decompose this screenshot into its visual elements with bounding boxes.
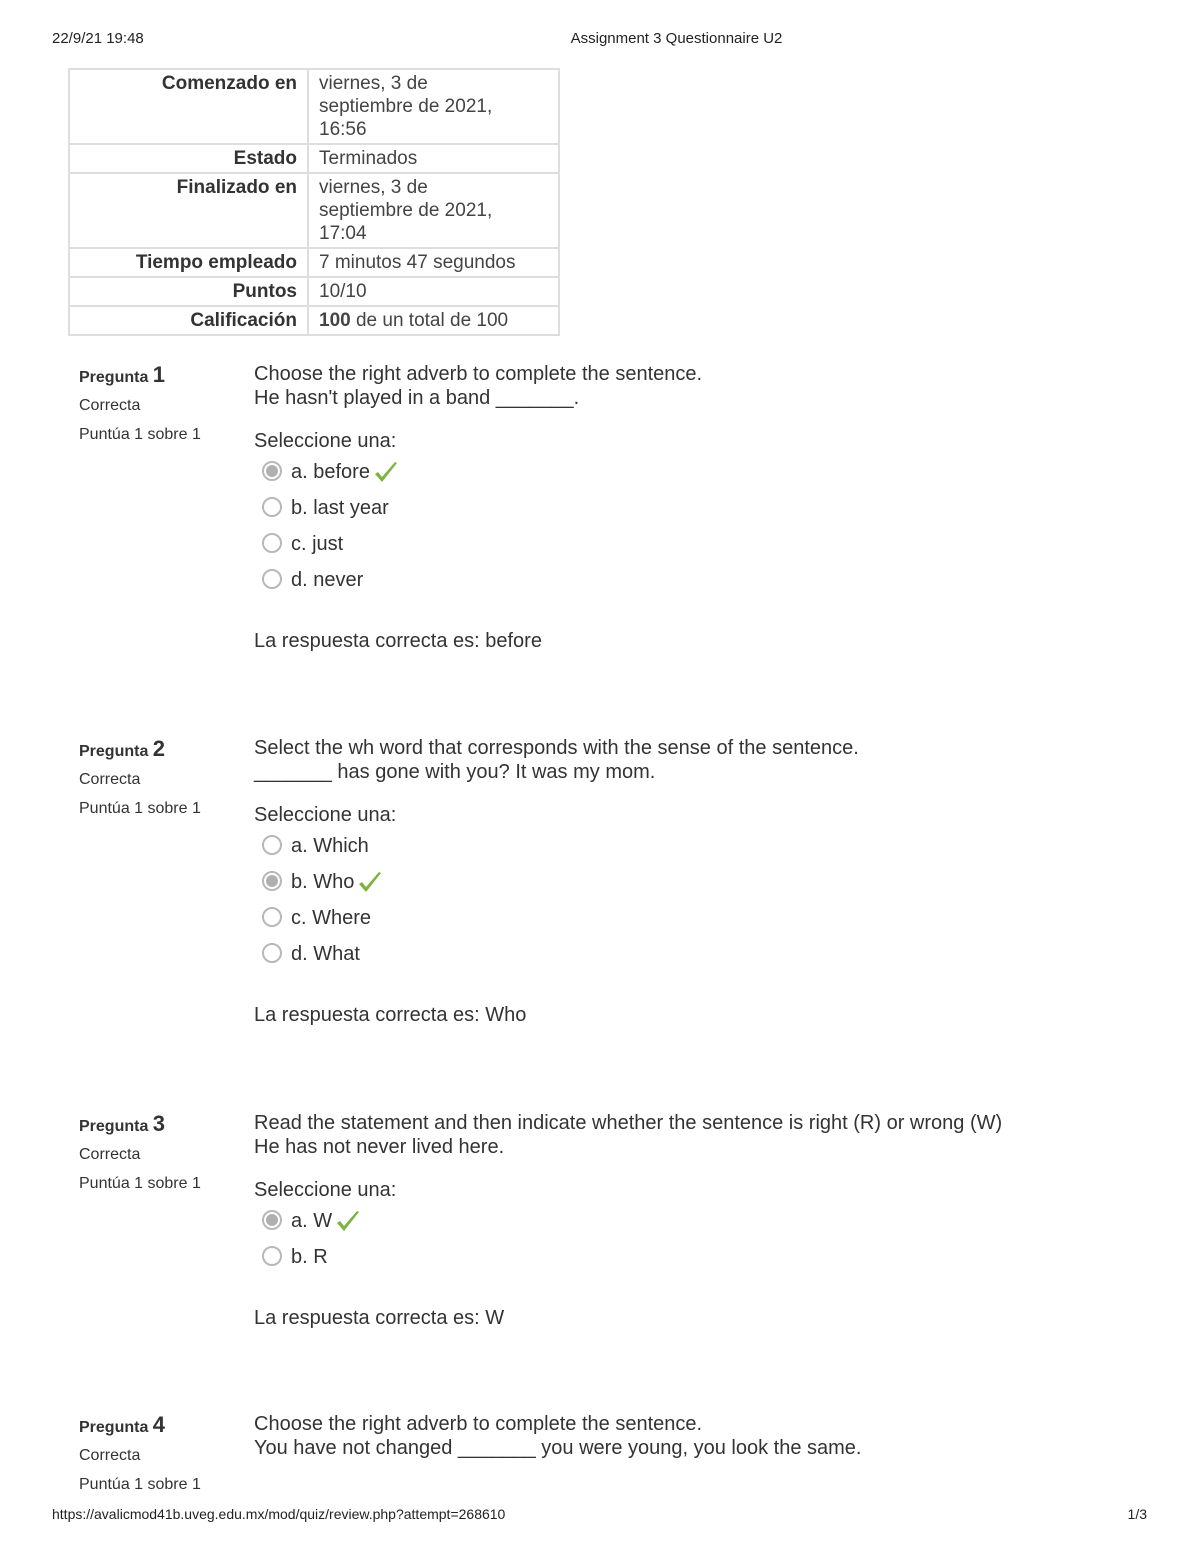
- question-state: Correcta: [79, 771, 141, 788]
- question-grade: Puntúa 1 sobre 1: [79, 1476, 201, 1493]
- question-text-line: Choose the right adverb to complete the sentence.: [254, 1413, 703, 1435]
- answer-label: a. before: [291, 461, 370, 483]
- answer-option[interactable]: [254, 867, 1154, 903]
- summary-value: [309, 145, 558, 174]
- question-number: 2: [152, 736, 166, 761]
- answer-options: [254, 831, 1154, 975]
- print-title: Assignment 3 Questionnaire U2: [570, 30, 783, 47]
- correct-answer-feedback: La respuesta correcta es: before: [254, 630, 542, 652]
- answer-option[interactable]: [254, 939, 1154, 975]
- answer-option[interactable]: [254, 1242, 1154, 1278]
- question-info: [79, 1111, 229, 1193]
- answer-option[interactable]: [254, 457, 1154, 493]
- question-info: [79, 362, 229, 444]
- summary-value-line: 16:56: [319, 119, 367, 140]
- question-label: Pregunta: [79, 369, 149, 386]
- answer-radio[interactable]: [262, 907, 282, 927]
- question-text-line: He has not never lived here.: [254, 1136, 505, 1158]
- summary-value-line: viernes, 3 de: [319, 73, 428, 94]
- question-state: Correcta: [79, 1447, 141, 1464]
- question-text-line: _______ has gone with you? It was my mom.: [254, 761, 656, 783]
- answer-radio[interactable]: [262, 1210, 282, 1230]
- answer-prompt: Seleccione una:: [254, 430, 397, 452]
- question-text-line: He hasn't played in a band _______.: [254, 387, 580, 409]
- answer-label: a. Which: [291, 835, 369, 857]
- question-content: [254, 362, 1154, 653]
- summary-label: Finalizado en: [70, 174, 309, 249]
- summary-label: Comenzado en: [70, 70, 309, 145]
- answer-radio[interactable]: [262, 1246, 282, 1266]
- print-page-number: 1/3: [1127, 1506, 1147, 1522]
- answer-option[interactable]: [254, 529, 1154, 565]
- answer-option[interactable]: [254, 565, 1154, 601]
- summary-value: [309, 307, 558, 334]
- question-text: [254, 1111, 1154, 1159]
- question-info: [79, 736, 229, 818]
- correct-answer-feedback: La respuesta correcta es: W: [254, 1307, 505, 1329]
- question-title: [79, 1412, 229, 1438]
- question-grade: Puntúa 1 sobre 1: [79, 1175, 201, 1192]
- question-label: Pregunta: [79, 1118, 149, 1135]
- answer-label: d. never: [291, 569, 364, 591]
- summary-label: Tiempo empleado: [70, 249, 309, 278]
- summary-value-line: 17:04: [319, 223, 367, 244]
- summary-value: [309, 249, 558, 278]
- answer-radio[interactable]: [262, 461, 282, 481]
- summary-value-bold: 100: [319, 310, 351, 331]
- summary-value-line: Terminados: [319, 148, 418, 169]
- question-number: 4: [152, 1412, 166, 1437]
- question-label: Pregunta: [79, 1419, 149, 1436]
- summary-value-line: 7 minutos 47 segundos: [319, 252, 516, 273]
- summary-label: Estado: [70, 145, 309, 174]
- summary-row: [70, 70, 558, 145]
- question-label: Pregunta: [79, 743, 149, 760]
- question-content: [254, 1111, 1154, 1330]
- summary-row: [70, 145, 558, 174]
- question-title: [79, 1111, 229, 1137]
- summary-row: [70, 174, 558, 249]
- check-icon: [356, 869, 384, 897]
- summary-row: [70, 249, 558, 278]
- summary-value-line: viernes, 3 de: [319, 177, 428, 198]
- answer-options: [254, 457, 1154, 601]
- answer-label: b. Who: [291, 871, 355, 893]
- summary-value-rest: de un total de 100: [350, 310, 509, 331]
- question-state: Correcta: [79, 397, 141, 414]
- answer-radio[interactable]: [262, 569, 282, 589]
- answer-radio[interactable]: [262, 533, 282, 553]
- question-text-line: You have not changed _______ you were young, you look the same.: [254, 1437, 862, 1459]
- question-text-line: Read the statement and then indicate whether the sentence is right (R) or wrong (W): [254, 1112, 1003, 1134]
- question-text-line: Select the wh word that corresponds with the sense of the sentence.: [254, 737, 859, 759]
- print-date: 22/9/21 19:48: [52, 30, 144, 47]
- question-text-line: Choose the right adverb to complete the sentence.: [254, 363, 703, 385]
- summary-value-line: septiembre de 2021,: [319, 96, 493, 117]
- question-grade: Puntúa 1 sobre 1: [79, 426, 201, 443]
- answer-radio[interactable]: [262, 835, 282, 855]
- answer-label: b. last year: [291, 497, 389, 519]
- summary-value-line: septiembre de 2021,: [319, 200, 493, 221]
- summary-row: [70, 307, 558, 334]
- question-grade: Puntúa 1 sobre 1: [79, 800, 201, 817]
- question-text: [254, 362, 1154, 410]
- attempt-summary-table: [68, 68, 560, 336]
- answer-option[interactable]: [254, 493, 1154, 529]
- correct-answer-feedback: La respuesta correcta es: Who: [254, 1004, 527, 1026]
- question-number: 3: [152, 1111, 166, 1136]
- question-text: [254, 736, 1154, 784]
- answer-label: a. W: [291, 1210, 333, 1232]
- answer-prompt: Seleccione una:: [254, 1179, 397, 1201]
- question-text: [254, 1412, 1154, 1460]
- question-title: [79, 362, 229, 388]
- question-content: [254, 736, 1154, 1027]
- answer-option[interactable]: [254, 903, 1154, 939]
- print-url: https://avalicmod41b.uveg.edu.mx/mod/quiz/review.php?attempt=268610: [52, 1506, 506, 1522]
- summary-row: [70, 278, 558, 307]
- summary-label: Calificación: [70, 307, 309, 334]
- question-info: [79, 1412, 229, 1494]
- answer-prompt: Seleccione una:: [254, 804, 397, 826]
- answer-radio[interactable]: [262, 871, 282, 891]
- summary-value: [309, 174, 558, 249]
- check-icon: [334, 1208, 362, 1236]
- answer-label: d. What: [291, 943, 360, 965]
- answer-label: c. just: [291, 533, 344, 555]
- answer-option[interactable]: [254, 831, 1154, 867]
- answer-label: b. R: [291, 1246, 328, 1268]
- summary-label: Puntos: [70, 278, 309, 307]
- summary-value: [309, 70, 558, 145]
- question-content: [254, 1412, 1154, 1460]
- question-title: [79, 736, 229, 762]
- summary-value-line: 10/10: [319, 281, 367, 302]
- answer-radio[interactable]: [262, 497, 282, 517]
- answer-option[interactable]: [254, 1206, 1154, 1242]
- summary-value: [309, 278, 558, 307]
- answer-radio[interactable]: [262, 943, 282, 963]
- answer-label: c. Where: [291, 907, 372, 929]
- check-icon: [372, 459, 400, 487]
- question-number: 1: [152, 362, 166, 387]
- question-state: Correcta: [79, 1146, 141, 1163]
- answer-options: [254, 1206, 1154, 1278]
